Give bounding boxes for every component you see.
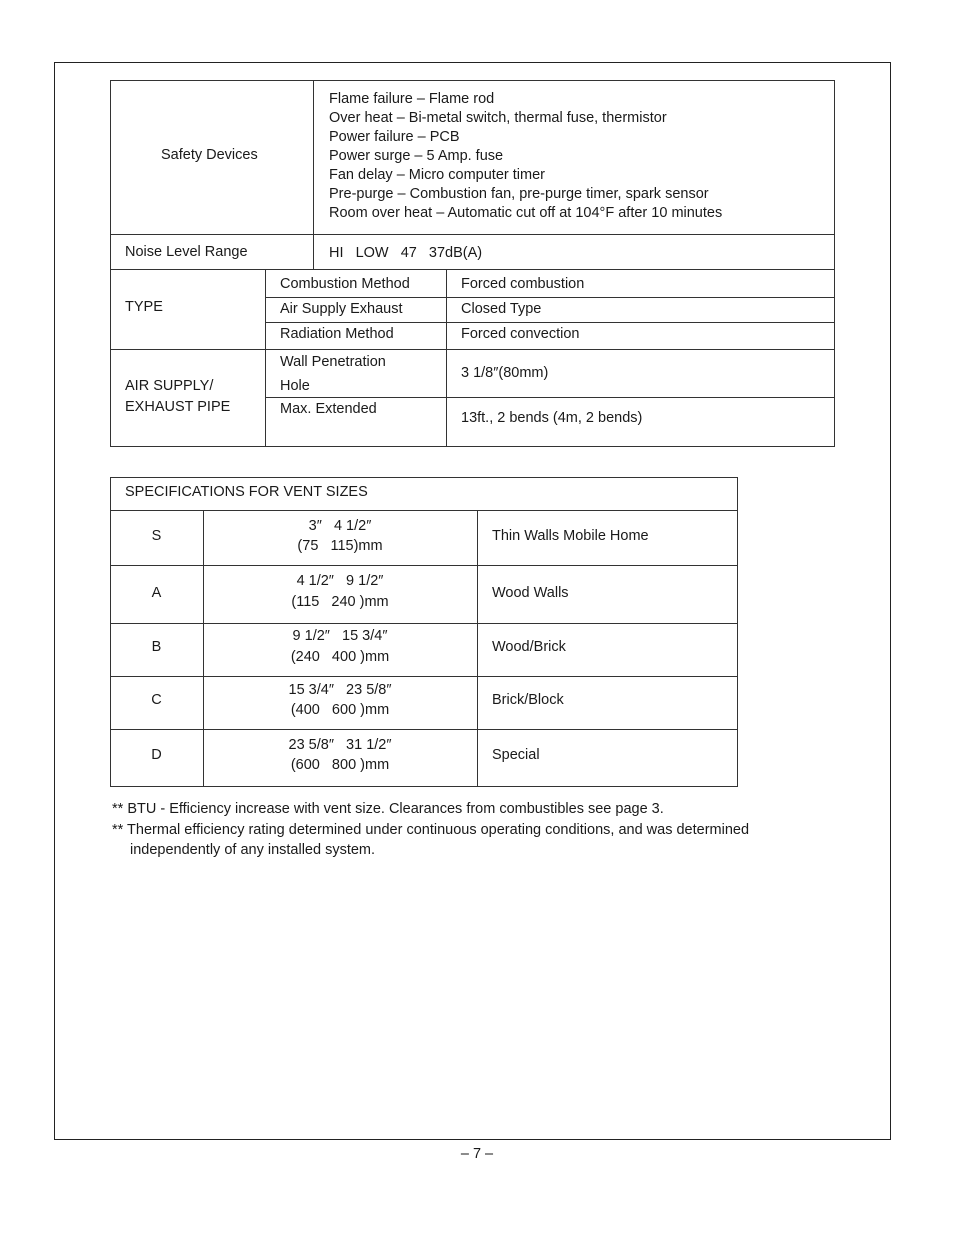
vent-description: Brick/Block [492,692,564,708]
vent-code: A [151,585,162,601]
noise-level-label: Noise Level Range [125,244,248,260]
wall-penetration-value: 3 1/8″(80mm) [461,365,549,381]
safety-device-item: Room over heat – Automatic cut off at 104°F after 10 minutes [329,205,723,221]
vent-size-mm: (75 115)mm [297,538,383,554]
vent-size-inch: 9 1/2″ 15 3/4″ [292,628,388,644]
vent-size-mm: (400 600 )mm [290,702,390,718]
noise-level-value: HI LOW 47 37dB(A) [329,245,483,261]
vent-code: S [151,528,162,544]
vent-size-mm: (600 800 )mm [290,757,390,773]
safety-device-item: Flame failure – Flame rod [329,91,495,107]
safety-device-item: Fan delay – Micro computer timer [329,167,545,183]
type-row-value: Closed Type [461,301,542,317]
safety-device-item: Over heat – Bi-metal switch, thermal fuse, thermistor [329,110,667,126]
vent-description: Wood Walls [492,585,569,601]
vent-code: C [151,692,162,708]
type-row-name: Combustion Method [280,276,410,292]
vent-size-inch: 4 1/2″ 9 1/2″ [296,573,384,589]
footnote-thermal-cont: independently of any installed system. [130,842,376,858]
type-row-name: Air Supply Exhaust [280,301,403,317]
max-extended-label: Max. Extended [280,401,377,417]
safety-device-item: Pre-purge – Combustion fan, pre-purge timer, spark sensor [329,186,709,202]
wall-penetration-label: Hole [280,378,310,394]
vent-table-title: SPECIFICATIONS FOR VENT SIZES [125,484,368,500]
vent-code: B [151,639,162,655]
max-extended-value: 13ft., 2 bends (4m, 2 bends) [461,410,643,426]
type-row-name: Radiation Method [280,326,394,342]
type-row-value: Forced combustion [461,276,585,292]
vent-description: Thin Walls Mobile Home [492,528,649,544]
wall-penetration-label: Wall Penetration [280,354,386,370]
vent-code: D [151,747,162,763]
vent-size-mm: (115 240 )mm [291,594,389,610]
type-label: TYPE [125,299,163,315]
safety-device-item: Power failure – PCB [329,129,460,145]
safety-devices-label: Safety Devices [161,147,258,163]
vent-size-mm: (240 400 )mm [290,649,390,665]
page-number: – 7 – [460,1146,494,1162]
pipe-label: AIR SUPPLY/ [125,378,214,394]
pipe-label: EXHAUST PIPE [125,399,231,415]
vent-size-inch: 23 5/8″ 31 1/2″ [288,737,392,753]
footnote-thermal: ** Thermal efficiency rating determined under continuous operating conditions, and was determined [112,822,750,838]
vent-description: Wood/Brick [492,639,566,655]
type-row-value: Forced convection [461,326,580,342]
vent-size-inch: 3″ 4 1/2″ [308,518,372,534]
vent-size-inch: 15 3/4″ 23 5/8″ [288,682,392,698]
vent-description: Special [492,747,540,763]
safety-device-item: Power surge – 5 Amp. fuse [329,148,504,164]
footnote-btu: ** BTU - Efficiency increase with vent size. Clearances from combustibles see page 3. [112,801,664,817]
